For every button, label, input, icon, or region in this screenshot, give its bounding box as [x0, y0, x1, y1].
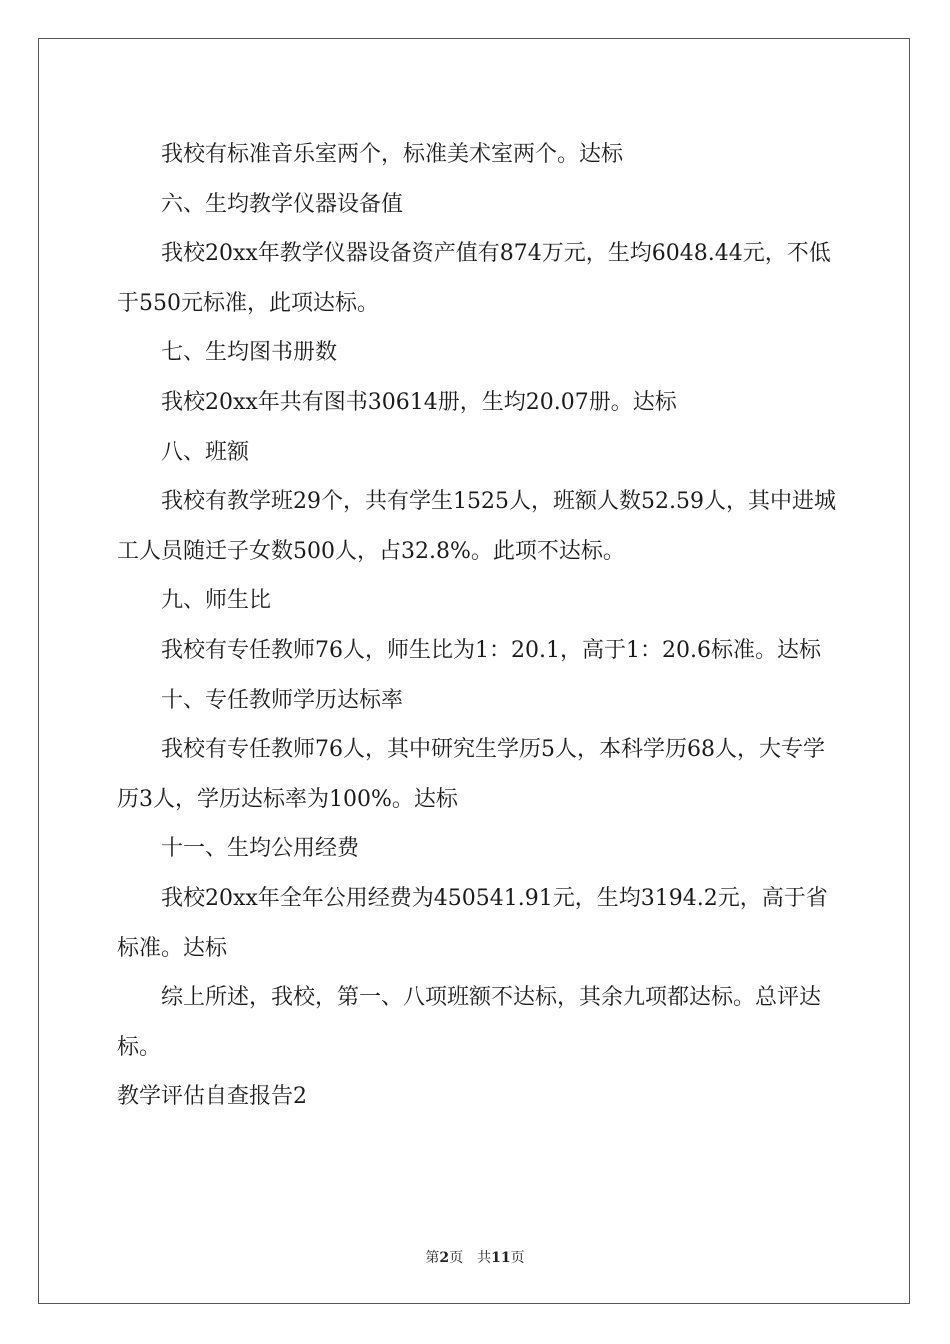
footer-page-prefix: 第 — [425, 1250, 440, 1266]
section-heading-9: 九、师生比 — [161, 588, 272, 614]
paragraph-12: 我校20xx年全年公用经费为450541.91元，生均3194.2元，高于省标准。达标 — [117, 885, 828, 961]
footer-total-number: 11 — [491, 1250, 511, 1266]
section-heading-6: 六、生均教学仪器设备值 — [161, 191, 404, 217]
paragraph-0: 我校有标准音乐室两个，标准美术室两个。达标 — [161, 142, 624, 167]
section-heading-8: 八、班额 — [161, 439, 250, 465]
page-footer — [0, 1247, 950, 1267]
section-heading-7: 七、生均图书册数 — [161, 340, 338, 366]
paragraph-10: 我校有专任教师76人，其中研究生学历5人，本科学历68人，大专学历3人，学历达标率为100%。达标 — [117, 737, 825, 812]
footer-page-suffix: 页 — [449, 1250, 464, 1266]
paragraph-8: 我校有专任教师76人，师生比为1：20.1，高于1：20.6标准。达标 — [161, 637, 821, 663]
document-title-2: 教学评估自查报告2 — [117, 1084, 307, 1110]
summary-paragraph: 综上所述，我校，第一、八项班额不达标，其余九项都达标。总评达标。 — [117, 985, 822, 1060]
footer-total-suffix: 页 — [510, 1250, 525, 1266]
section-heading-10: 十、专任教师学历达标率 — [161, 687, 404, 713]
paragraph-2: 我校20xx年教学仪器设备资产值有874万元，生均6048.44元，不低于550元标准，此项达标。 — [117, 241, 831, 316]
document-body — [117, 130, 837, 1122]
paragraph-4: 我校20xx年共有图书30614册，生均20.07册。达标 — [161, 389, 677, 415]
section-heading-11: 十一、生均公用经费 — [161, 836, 360, 862]
footer-total-prefix: 共 — [477, 1250, 492, 1266]
paragraph-6: 我校有教学班29个，共有学生1525人，班额人数52.59人，其中进城工人员随迁子女数500人，占32.8%。此项不达标。 — [117, 489, 836, 564]
footer-page-number: 2 — [439, 1250, 450, 1266]
